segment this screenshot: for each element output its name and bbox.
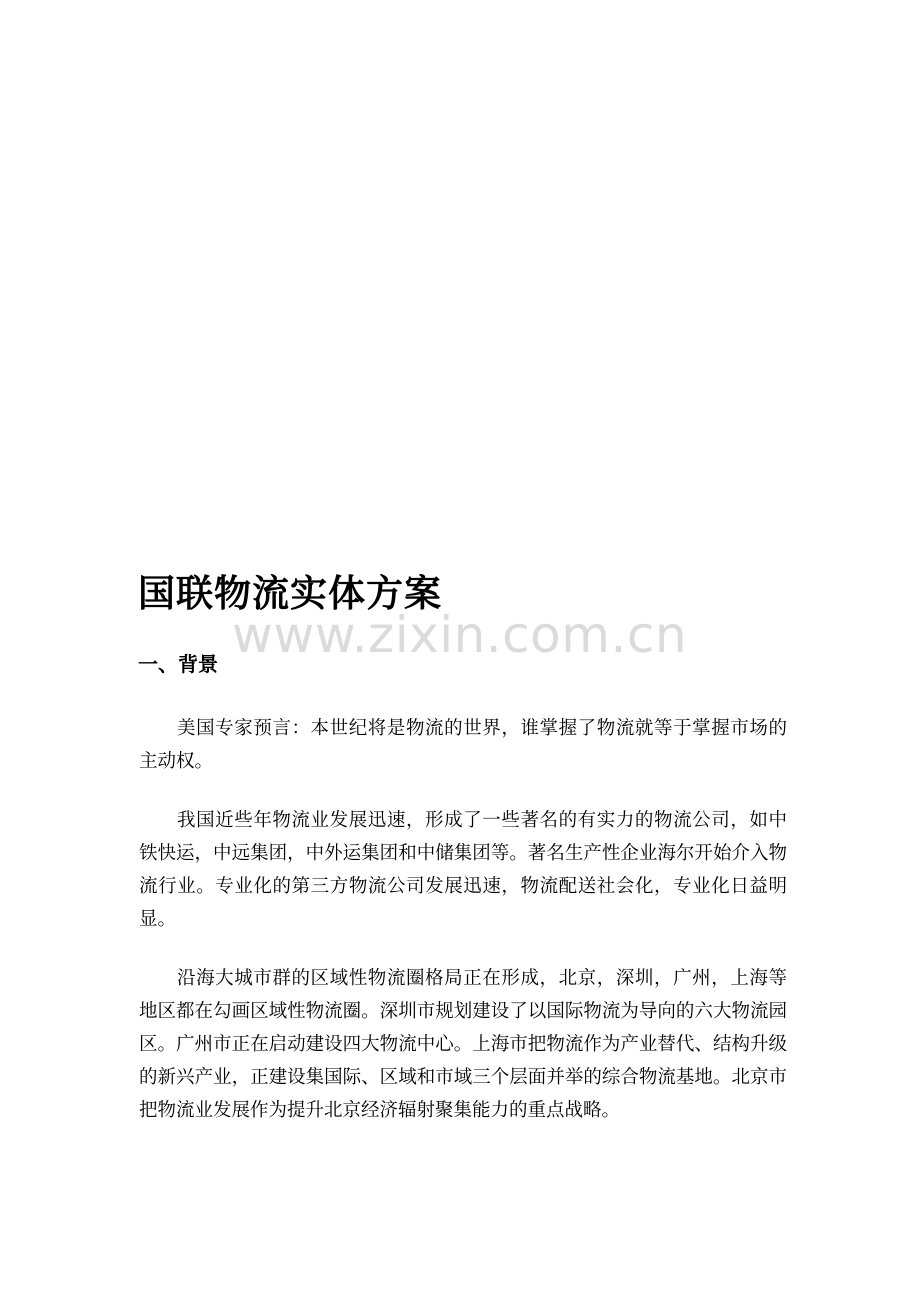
section-heading: 一、背景 — [138, 652, 218, 676]
paragraph-2: 我国近些年物流业发展迅速，形成了一些著名的有实力的物流公司，如中铁快运，中远集团，中外运集团和中储集团等。著名生产性企业海尔开始介入物流行业。专业化的第三方物流公司发展迅速，物流配送社会化，专业化日益明显。 — [139, 810, 787, 930]
body-text — [139, 712, 787, 1153]
document-title: 国联物流实体方案 — [138, 572, 442, 615]
paragraph-3: 沿海大城市群的区域性物流圈格局正在形成，北京，深圳，广州，上海等地区都在勾画区域性物流圈。深圳市规划建设了以国际物流为导向的六大物流园区。广州市正在启动建设四大物流中心。上海市把物流作为产业替代、结构升级的新兴产业，正建设集国际、区域和市域三个层面并举的综合物流基地。北京市把物流业发展作为提升北京经济辐射聚集能力的重点战略。 — [139, 968, 787, 1121]
paragraph-1: 美国专家预言：本世纪将是物流的世界，谁掌握了物流就等于掌握市场的主动权。 — [139, 718, 787, 772]
watermark: www.zixin.com.cn — [232, 606, 688, 664]
